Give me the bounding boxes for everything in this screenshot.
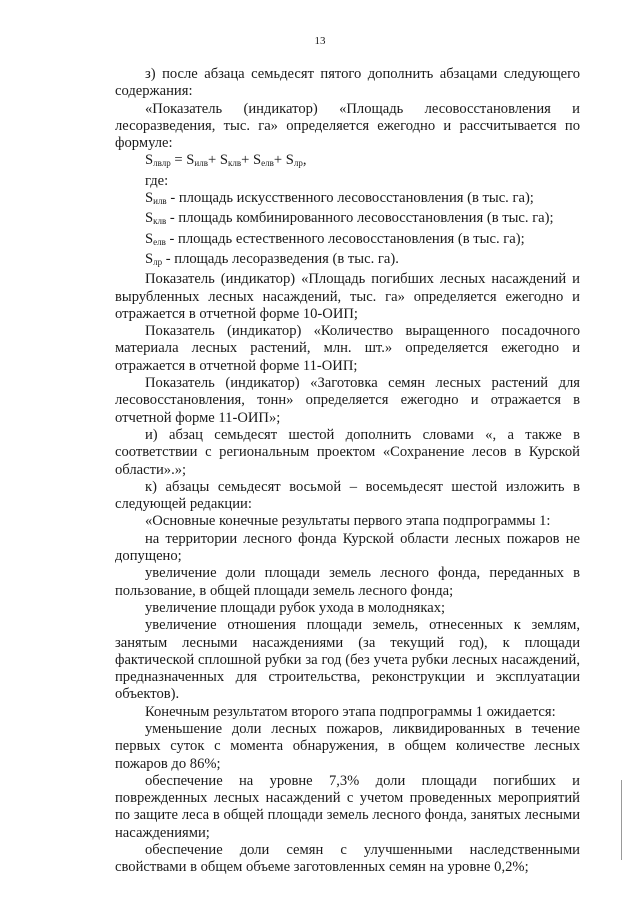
formula-operator: = bbox=[170, 152, 187, 169]
formula-operator: + bbox=[273, 152, 286, 169]
paragraph: увеличение отношения площади земель, отнесенных к землям, занятым лесными насаждениями (за текущий год), к площади фактической сплошной рубки за год (без учета рубки лесных насаждений, предназначенных для строительства, реконструкции и эксплуатации объектов). bbox=[115, 617, 580, 703]
formula-operator: + bbox=[241, 152, 253, 169]
paragraph: Показатель (индикатор) «Количество выращенного посадочного материала лесных растений, млн. шт.» определяется ежегодно и отражается в отчетной форме 11-ОИП; bbox=[115, 323, 580, 374]
paragraph: обеспечение доли семян с улучшенными наследственными свойствами в общем объеме заготовленных семян на уровне 0,2%; bbox=[115, 842, 580, 876]
where-label: где: bbox=[145, 172, 169, 189]
paragraph: Конечным результатом второго этапа подпрограммы 1 ожидается: bbox=[145, 703, 556, 720]
definition-item bbox=[115, 231, 580, 251]
formula-symbol: S bbox=[253, 152, 262, 169]
definition-text: - площадь комбинированного лесовосстановления (в тыс. га); bbox=[166, 210, 554, 227]
formula-operator: + bbox=[207, 152, 220, 169]
paragraph: увеличение площади рубок ухода в молодняках; bbox=[145, 599, 446, 616]
definition-text: - площадь лесоразведения (в тыс. га). bbox=[162, 250, 399, 267]
definition-subscript: клв bbox=[153, 216, 167, 227]
document-body bbox=[115, 66, 580, 877]
formula bbox=[115, 152, 580, 172]
definition-text: - площадь естественного лесовосстановления (в тыс. га); bbox=[165, 230, 525, 247]
paragraph: з) после абзаца семьдесят пятого дополнить абзацами следующего содержания: bbox=[115, 66, 580, 100]
formula-subscript: клв bbox=[227, 158, 242, 169]
paragraph: уменьшение доли лесных пожаров, ликвидированных в течение первых суток с момента обнаружения, в общем количестве лесных пожаров до 86%; bbox=[115, 720, 580, 772]
formula-subscript: елв bbox=[261, 158, 274, 169]
definition-symbol: S bbox=[145, 230, 154, 247]
definition-item bbox=[115, 210, 580, 230]
formula-symbol: S bbox=[285, 152, 294, 169]
definition-symbol: S bbox=[145, 210, 154, 227]
paragraph: «Показатель (индикатор) «Площадь лесовосстановления и лесоразведения, тыс. га» определяется ежегодно и рассчитывается по формуле: bbox=[115, 100, 580, 152]
formula-subscript: илв bbox=[194, 158, 208, 169]
definition-item bbox=[115, 251, 580, 271]
formula-symbol: S bbox=[186, 152, 195, 169]
paragraph: на территории лесного фонда Курской области лесных пожаров не допущено; bbox=[115, 530, 580, 565]
formula-subscript: лр bbox=[293, 158, 303, 169]
definition-subscript: елв bbox=[153, 236, 166, 247]
definition-symbol: S bbox=[145, 190, 154, 207]
definition-item bbox=[115, 190, 580, 210]
paragraph: к) абзацы семьдесят восьмой – восемьдесят шестой изложить в следующей редакции: bbox=[115, 478, 580, 513]
formula-symbol: S bbox=[145, 152, 154, 169]
definition-subscript: лр bbox=[153, 256, 163, 267]
paragraph: Показатель (индикатор) «Заготовка семян лесных растений для лесовосстановления, тонн» определяется ежегодно и отражается в отчетной форме 11-ОИП»; bbox=[115, 375, 580, 426]
scan-edge-mark bbox=[621, 780, 622, 860]
paragraph: и) абзац семьдесят шестой дополнить словами «, а также в соответствии с региональным проектом «Сохранение лесов в Курской области».»; bbox=[115, 426, 580, 478]
paragraph: «Основные конечные результаты первого этапа подпрограммы 1: bbox=[145, 513, 551, 530]
definition-subscript: илв bbox=[153, 196, 167, 207]
formula-punctuation: , bbox=[302, 152, 307, 169]
formula-subscript: лвлр bbox=[153, 158, 171, 169]
paragraph: увеличение доли площади земель лесного фонда, переданных в пользование, в общей площади земель лесного фонда; bbox=[115, 565, 580, 599]
formula-symbol: S bbox=[219, 152, 228, 169]
paragraph: обеспечение на уровне 7,3% доли площади погибших и поврежденных лесных насаждений с учетом проведенных мероприятий по защите леса в общей площади земель лесного фонда, занятых лесными насаждениями; bbox=[115, 772, 580, 841]
definition-symbol: S bbox=[145, 250, 154, 267]
definition-text: - площадь искусственного лесовосстановления (в тыс. га); bbox=[166, 190, 534, 207]
paragraph: Показатель (индикатор) «Площадь погибших лесных насаждений и вырубленных лесных насаждений, тыс. га» определяется ежегодно и отражается в отчетной форме 10-ОИП; bbox=[115, 271, 580, 322]
page-number: 13 bbox=[314, 35, 326, 47]
